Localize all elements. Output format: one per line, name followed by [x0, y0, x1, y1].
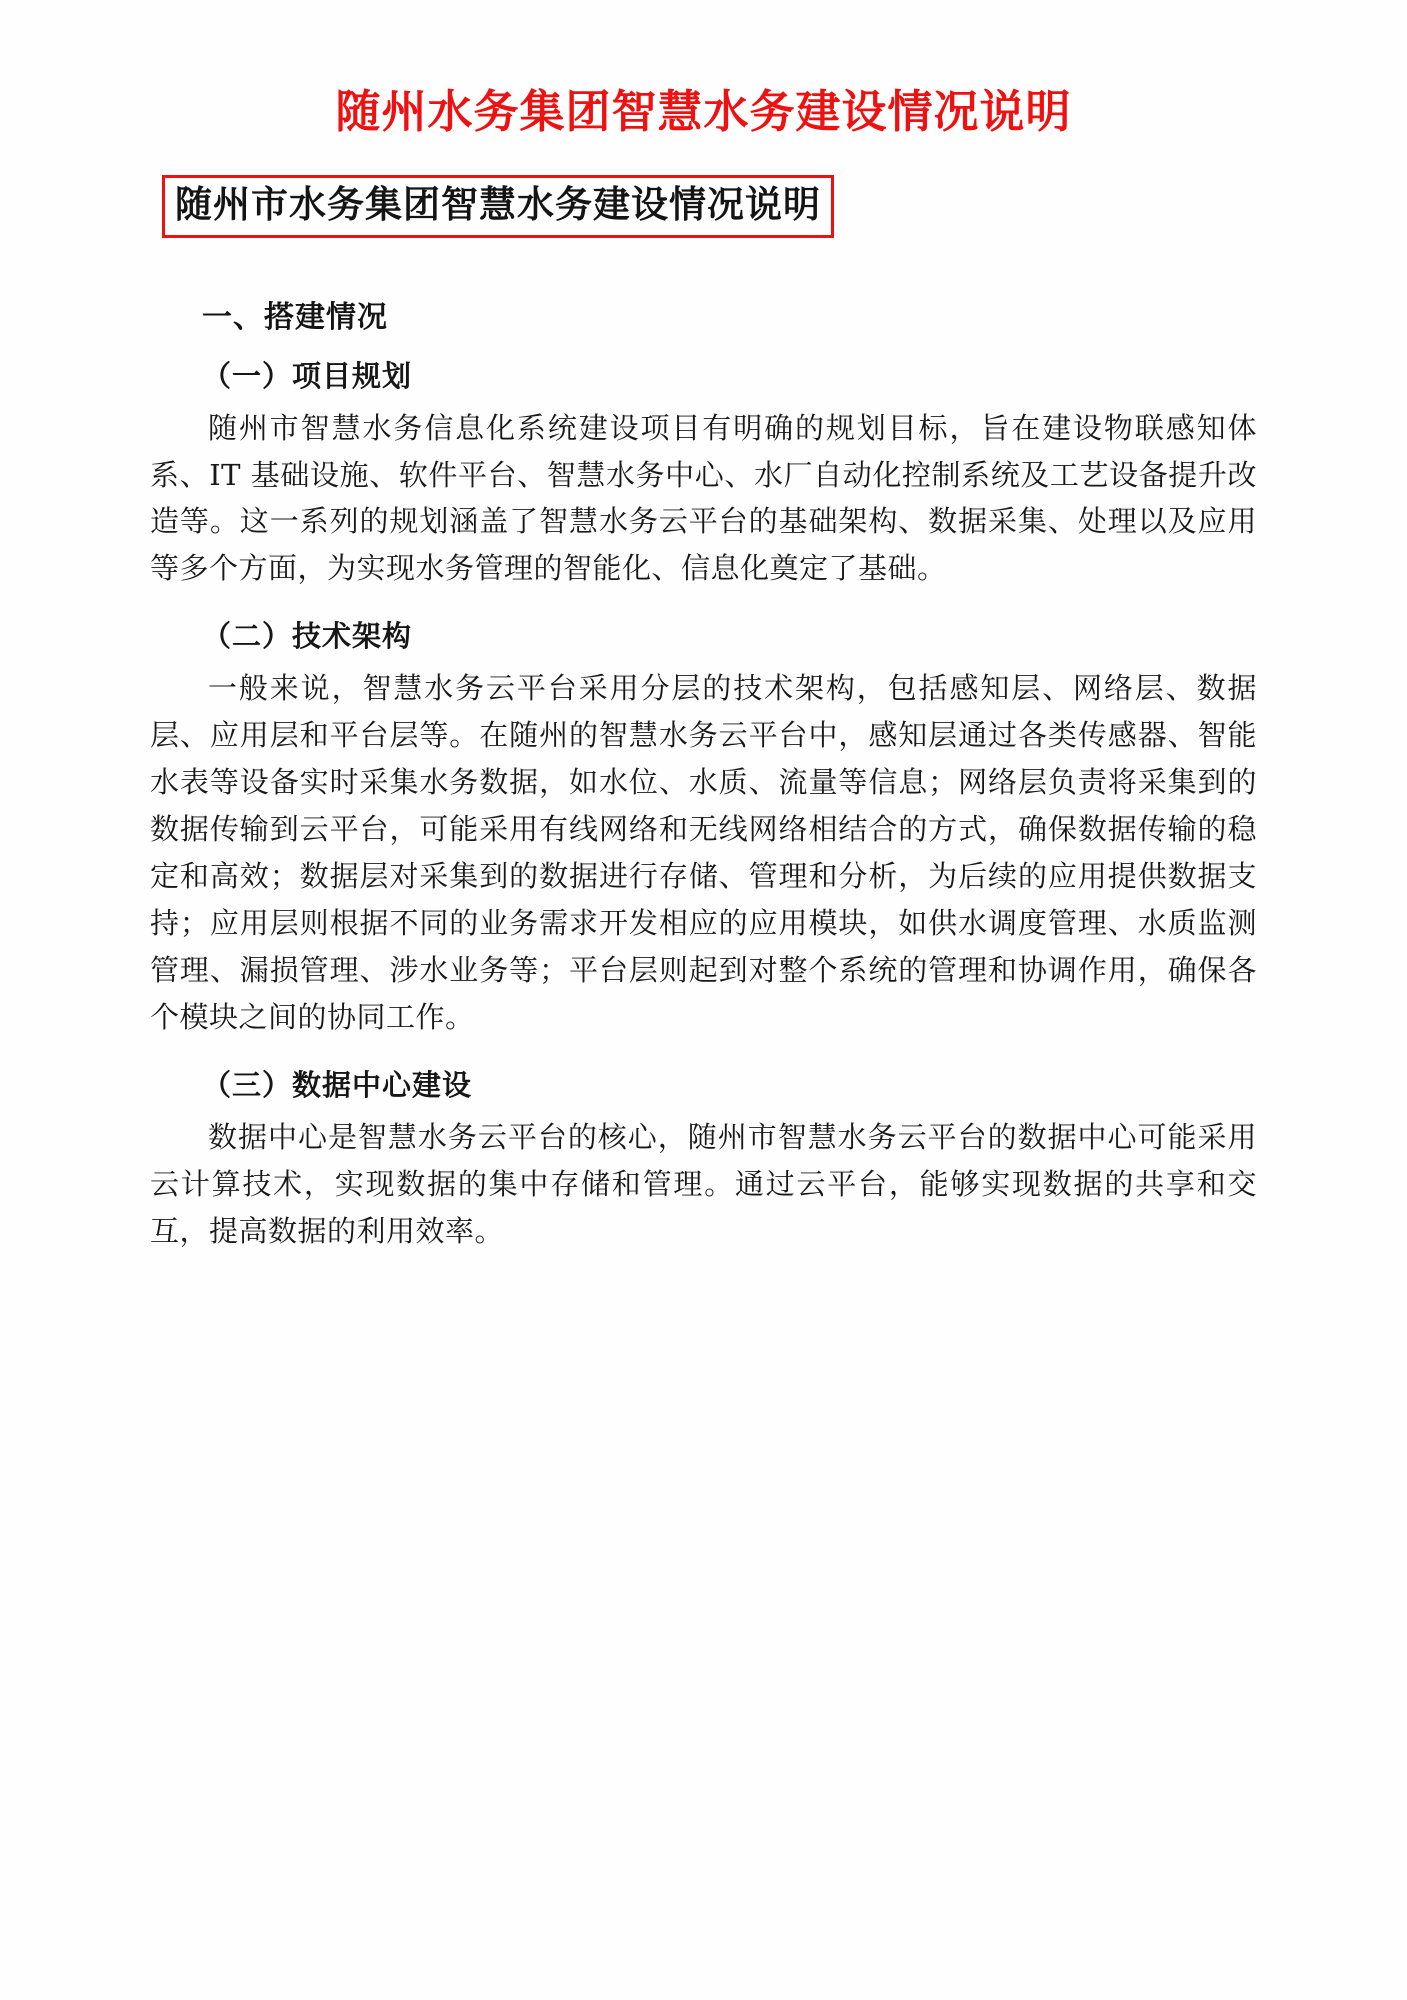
boxed-title-container: [162, 175, 1257, 238]
section-heading-1: 一、搭建情况: [202, 299, 388, 335]
subsection-heading-project-planning: （一）项目规划: [202, 358, 413, 393]
paragraph-technical-architecture: 一般来说，智慧水务云平台采用分层的技术架构，包括感知层、网络层、数据层、应用层和平台层等。在随州的智慧水务云平台中，感知层通过各类传感器、智能水表等设备实时采集水务数据，如水位、水质、流量等信息；网络层负责将采集到的数据传输到云平台，可能采用有线网络和无线网络相结合的方式，确保数据传输的稳定和高效；数据层对采集到的数据进行存储、管理和分析，为后续的应用提供数据支持；应用层则根据不同的业务需求开发相应的应用模块，如供水调度管理、水质监测管理、漏损管理、涉水业务等；平台层则起到对整个系统的管理和协调作用，确保各个模块之间的协同工作。: [150, 671, 1257, 1035]
document-red-title: 随州水务集团智慧水务建设情况说明: [335, 85, 1072, 138]
paragraph-data-center: 数据中心是智慧水务云平台的核心，随州市智慧水务云平台的数据中心可能采用云计算技术，实现数据的集中存储和管理。通过云平台，能够实现数据的共享和交互，提高数据的利用效率。: [150, 1120, 1257, 1249]
document-boxed-title: 随州市水务集团智慧水务建设情况说明: [162, 175, 834, 238]
subsection-heading-technical-architecture: （二）技术架构: [202, 619, 413, 654]
subsection-heading-data-center: （三）数据中心建设: [202, 1068, 473, 1103]
paragraph-project-planning: 随州市智慧水务信息化系统建设项目有明确的规划目标，旨在建设物联感知体系、IT 基础设施、软件平台、智慧水务中心、水厂自动化控制系统及工艺设备提升改造等。这一系列的规划涵盖了智慧水务云平台的基础架构、数据采集、处理以及应用等多个方面，为实现水务管理的智能化、信息化奠定了基础。: [150, 410, 1257, 586]
